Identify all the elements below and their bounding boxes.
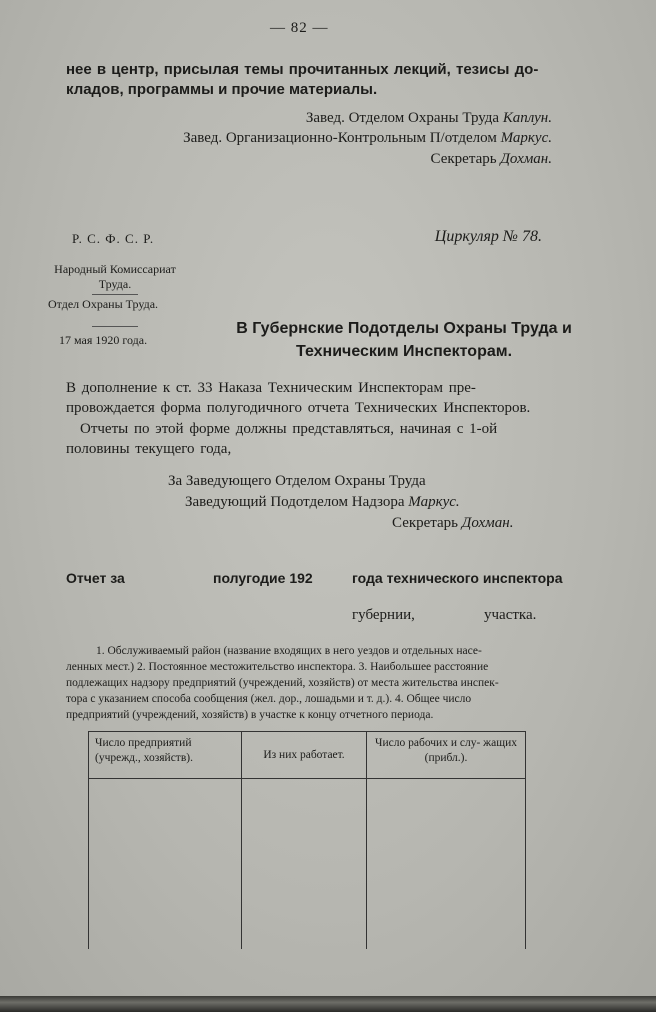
signature-role: Завед. Организационно-Контрольным П/отделом	[183, 130, 497, 146]
signature-top-2	[183, 130, 552, 147]
commissariat-label: Народный Комиссариат Труда.	[54, 262, 176, 291]
report-instructions	[66, 643, 591, 723]
report-title-part-2: полугодие 192	[213, 570, 313, 586]
note-line: предприятий (учреждений, хозяйств) в участке к концу отчетного периода.	[66, 709, 434, 721]
report-title-part-3: года технического инспектора	[352, 570, 563, 586]
table-cell-working	[242, 779, 367, 950]
intro-line-1: нее в центр, присылая темы прочитанных лекций, тезисы до-	[66, 61, 539, 78]
circular-number: Циркуляр № 78.	[434, 228, 542, 245]
body-line-3: Отчеты по этой форме должны представляться, начиная с 1-ой	[80, 421, 498, 437]
intro-line-2: кладов, программы и прочие материалы.	[66, 81, 378, 98]
body-line-1	[66, 380, 476, 397]
district-label: участка.	[484, 607, 537, 623]
note-line: ленных мест.) 2. Постоянное местожительство инспектора. 3. Наибольшее расстояние	[66, 661, 489, 673]
department-label: Отдел Охраны Труда.	[48, 297, 159, 311]
circular-heading: В Губернские Подотделы Охраны Труда и Техническим Инспекторам.	[236, 320, 572, 360]
report-form-table	[88, 731, 526, 949]
province-label: губернии,	[352, 607, 415, 623]
signature-name: Дохман.	[500, 151, 552, 167]
circular-date: 17 мая 1920 года.	[59, 333, 148, 347]
rsfsr-label: Р. С. Ф. С. Р.	[72, 231, 155, 246]
signature-top-1	[306, 110, 552, 127]
body-text: В дополнение к ст. 33 Наказа Техническим Инспекторам пре-	[66, 380, 476, 396]
body-line-4: половины текущего года,	[66, 441, 232, 457]
signature-name: Маркус.	[500, 130, 552, 146]
signature-name: Дохман.	[461, 515, 514, 531]
divider	[92, 326, 138, 327]
signature-bottom-3	[392, 515, 513, 532]
report-title-part-1: Отчет за	[66, 570, 125, 586]
table-cell-workers	[367, 779, 526, 950]
table-header-working: Из них работает.	[242, 732, 367, 779]
table-header-workers: Число рабочих и слу- жащих (прибл.).	[367, 732, 526, 779]
signature-role: Секретарь	[430, 151, 497, 167]
signature-bottom-1: За Заведующего Отделом Охраны Труда	[168, 473, 426, 489]
note-line: тора с указанием способа сообщения (жел. дор., лошадьми и т. д.). 4. Общее число	[66, 693, 472, 705]
divider	[92, 294, 138, 295]
page-number: — 82 —	[270, 20, 329, 36]
signature-name: Каплун.	[502, 110, 552, 126]
table-header-enterprises: Число предприятий (учрежд., хозяйств).	[89, 732, 242, 779]
signature-top-3	[431, 151, 552, 168]
signature-name: Маркус.	[408, 494, 460, 510]
signature-role: Заведующий Подотделом Надзора	[185, 494, 405, 510]
body-line-2: провождается форма полугодичного отчета Технических Инспекторов.	[66, 400, 531, 416]
note-line: подлежащих надзору предприятий (учреждений, хозяйств) от места жительства инспек-	[66, 677, 499, 689]
signature-role: Завед. Отделом Охраны Труда	[305, 110, 500, 126]
scan-bottom-edge	[0, 996, 656, 1012]
table-cell-enterprises	[89, 779, 242, 950]
signature-bottom-2	[185, 494, 460, 511]
signature-role: Секретарь	[392, 515, 459, 531]
note-line: 1. Обслуживаемый район (название входящих в него уездов и отдельных насе-	[96, 645, 482, 657]
